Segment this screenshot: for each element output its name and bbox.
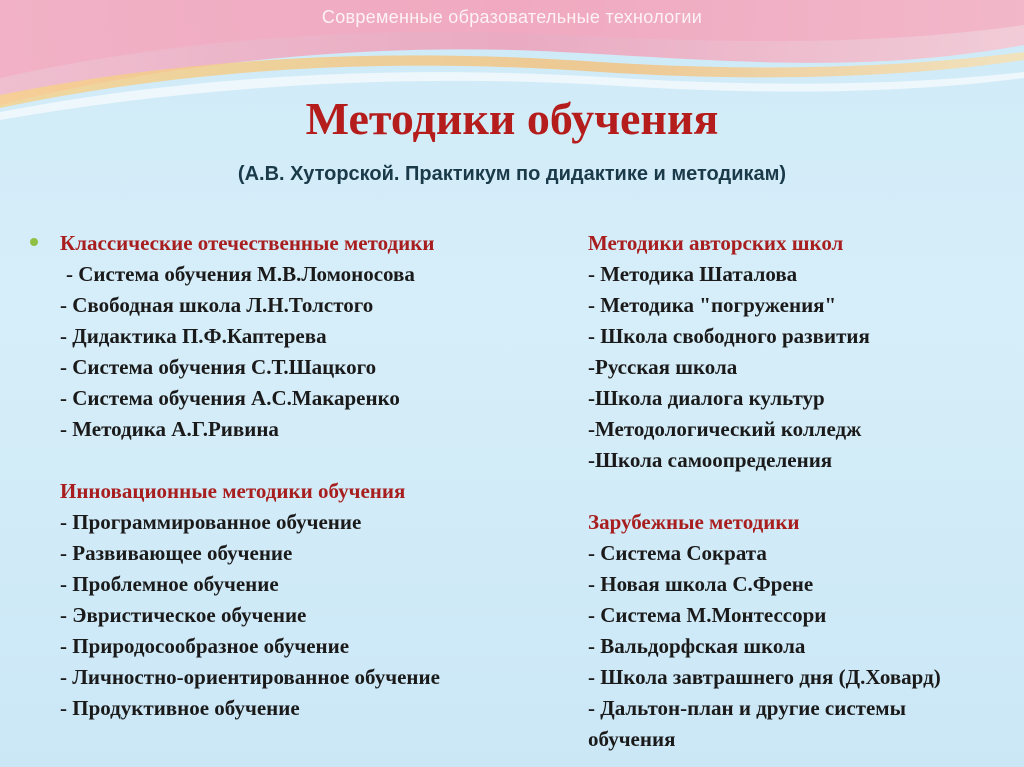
list-item: - Школа завтрашнего дня (Д.Ховард)	[588, 665, 941, 689]
list-item: -Русская школа	[588, 355, 738, 379]
list-item: обучения	[588, 727, 676, 751]
right-column	[588, 228, 1018, 755]
list-item: - Дидактика П.Ф.Каптерева	[60, 324, 327, 348]
section-heading-innovative: Инновационные методики обучения	[60, 479, 406, 503]
list-item: - Школа свободного развития	[588, 324, 870, 348]
list-item: - Эвристическое обучение	[60, 603, 307, 627]
list-item: - Природосообразное обучение	[60, 634, 350, 658]
list-item: - Методика Шаталова	[588, 262, 798, 286]
list-item: - Продуктивное обучение	[60, 696, 300, 720]
list-item: - Свободная школа Л.Н.Толстого	[60, 293, 374, 317]
bullet-icon	[30, 238, 38, 246]
section-heading-classic: Классические отечественные методики	[60, 231, 435, 255]
list-item: - Система М.Монтессори	[588, 603, 827, 627]
list-item: -Школа самоопределения	[588, 448, 833, 472]
list-item: - Система обучения А.С.Макаренко	[60, 386, 400, 410]
slide-subtitle: (А.В. Хуторской. Практикум по дидактике и методикам)	[237, 163, 787, 185]
list-item: - Личностно-ориентированное обучение	[60, 665, 440, 689]
list-item: - Вальдорфская школа	[588, 634, 806, 658]
left-column	[60, 228, 550, 724]
list-item: -Методологический колледж	[588, 417, 862, 441]
list-item: - Дальтон-план и другие системы	[588, 696, 906, 720]
list-item: - Развивающее обучение	[60, 541, 293, 565]
list-item: -Школа диалога культур	[588, 386, 825, 410]
slide-title: Методики обучения	[305, 93, 719, 144]
list-item: - Новая школа С.Френе	[588, 572, 814, 596]
list-item: - Программированное обучение	[60, 510, 362, 534]
section-heading-author-schools: Методики авторских школ	[588, 231, 844, 255]
list-item: - Система обучения М.В.Ломоносова	[66, 262, 415, 286]
list-item: - Проблемное обучение	[60, 572, 279, 596]
presentation-header: Современные образовательные технологии	[321, 7, 703, 27]
list-item: - Система Сократа	[588, 541, 767, 565]
list-item: - Методика А.Г.Ривина	[60, 417, 279, 441]
section-heading-foreign: Зарубежные методики	[588, 510, 800, 534]
list-item: - Методика "погружения"	[588, 293, 837, 317]
list-item: - Система обучения С.Т.Шацкого	[60, 355, 377, 379]
